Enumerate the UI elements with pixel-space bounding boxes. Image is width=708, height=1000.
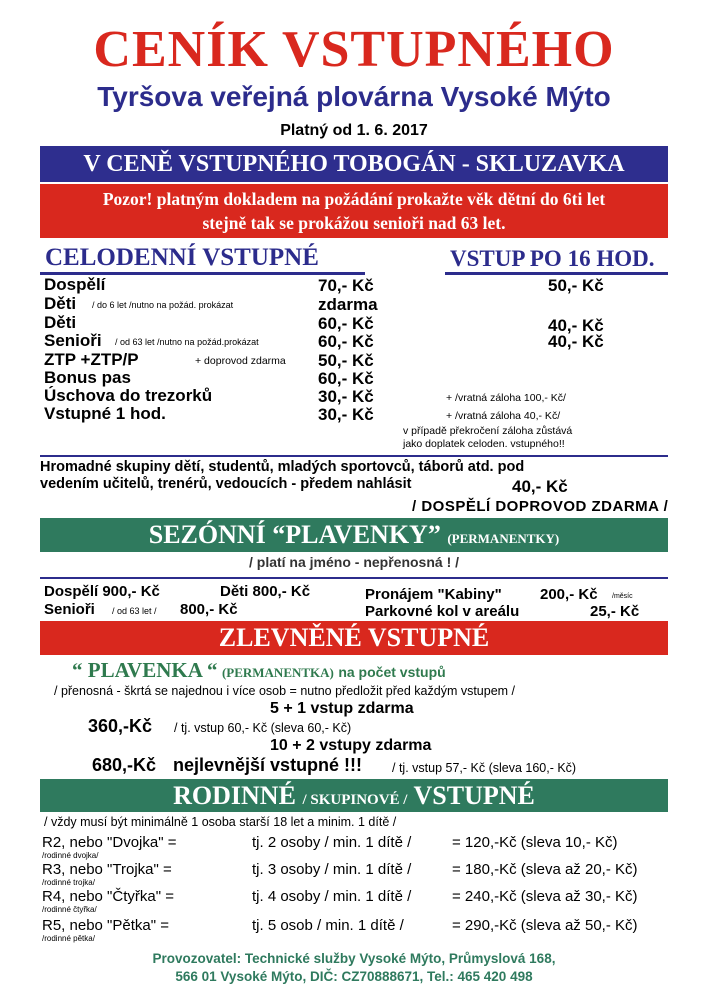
sezonni-title: SEZÓNNÍ “PLAVENKY” (148, 520, 441, 549)
plavenka-title: “ PLAVENKA “ (72, 658, 218, 682)
rodinne-title-c: VSTUPNÉ (413, 781, 535, 810)
price-value: 30,- Kč (318, 405, 374, 424)
family-row-sub: /rodinné čtyřka/ (42, 905, 97, 914)
rodinne-banner (40, 779, 668, 812)
header-underline-right (445, 272, 668, 275)
family-row-code: R2, nebo "Dvojka" = (42, 834, 177, 851)
groups-price: 40,- Kč (512, 477, 568, 496)
season-child: Děti 800,- Kč (220, 583, 311, 600)
price-row-label: Vstupné 1 hod. (44, 404, 166, 423)
header-po16: VSTUP PO 16 HOD. (450, 246, 655, 271)
warning-line-2: stejně tak se prokážou senioři nad 63 let. (202, 213, 506, 233)
section-divider (40, 455, 668, 457)
validity-date: Platný od 1. 6. 2017 (280, 122, 428, 139)
price-value: 70,- Kč (318, 276, 374, 295)
family-row-persons: tj. 3 osoby / min. 1 dítě / (252, 861, 412, 878)
price-row-label: Dospělí (44, 275, 106, 294)
footer-line-2: 566 01 Vysoké Mýto, DIČ: CZ70888671, Tel.: 465 420 498 (175, 969, 533, 984)
rodinne-note: / vždy musí být minimálně 1 osoba starší 18 let a minim. 1 dítě / (44, 815, 397, 829)
deposit-warning-1: v případě překročení záloha zůstává (403, 425, 573, 437)
price-value: zdarma (318, 295, 378, 314)
bikes-price: 25,- Kč (590, 603, 640, 620)
family-row-price: = 120,-Kč (sleva 10,- Kč) (452, 834, 618, 851)
rodinne-title-b: / SKUPINOVÉ / (302, 792, 408, 808)
page-title: CENÍK VSTUPNÉHO (93, 21, 615, 78)
family-row-persons: tj. 5 osob / min. 1 dítě / (252, 917, 404, 934)
season-adult: Dospělí 900,- Kč (44, 583, 160, 600)
plavenka-line (72, 658, 446, 683)
sezonni-perm: (PERMANENTKY) (447, 531, 560, 546)
price-value: 60,- Kč (318, 369, 374, 388)
deposit-note: + /vratná záloha 100,- Kč/ (446, 392, 566, 404)
family-row-code: R3, nebo "Trojka" = (42, 861, 172, 878)
offer2-price: 680,-Kč (92, 755, 157, 775)
family-row-price: = 240,-Kč (sleva až 30,- Kč) (452, 888, 638, 905)
price-row-label: Úschova do trezorků (44, 386, 213, 405)
bikes-label: Parkovné kol v areálu (365, 603, 520, 620)
header-celodenni: CELODENNÍ VSTUPNÉ (45, 244, 319, 271)
rodinne-title-a: RODINNÉ (173, 781, 296, 810)
cabin-label: Pronájem "Kabiny" (365, 586, 502, 603)
family-row-sub: /rodinné dvojka/ (42, 851, 99, 860)
sezonni-divider (40, 577, 668, 579)
groups-line-2: vedením učitelů, trenérů, vedoucích - předem nahlásit (40, 476, 412, 492)
deposit-note: + /vratná záloha 40,- Kč/ (446, 410, 561, 422)
price-row-note: / od 63 let /nutno na požád.prokázat (115, 337, 259, 347)
family-row-price: = 290,-Kč (sleva až 50,- Kč) (452, 917, 638, 934)
plavenka-note: / přenosná - škrtá se najednou i více osob = nutno předložit před každým vstupem / (54, 684, 516, 698)
family-row-sub: /rodinné trojka/ (42, 878, 95, 887)
price-row-label: Bonus pas (44, 368, 131, 387)
family-row-code: R4, nebo "Čtyřka" = (42, 888, 174, 905)
deposit-warning-2: jako doplatek celoden. vstupného!! (403, 438, 565, 450)
tobogan-banner: V CENĚ VSTUPNÉHO TOBOGÁN - SKLUZAVKA (40, 146, 668, 182)
offer1-price: 360,-Kč (88, 716, 153, 736)
groups-line-1: Hromadné skupiny dětí, studentů, mladých sportovců, táborů atd. pod (40, 459, 525, 475)
family-row-sub: /rodinné pětka/ (42, 934, 95, 943)
price16-value: 40,- Kč (548, 316, 604, 335)
price-row-label: Děti (44, 294, 77, 313)
sezonni-banner (40, 518, 668, 552)
price16-value: 40,- Kč (548, 332, 604, 351)
price-value: 60,- Kč (318, 332, 374, 351)
family-row-price: = 180,-Kč (sleva až 20,- Kč) (452, 861, 638, 878)
price-row-label: Senioři (44, 331, 102, 350)
plavenka-rest: na počet vstupů (338, 664, 446, 680)
price-row-label: ZTP +ZTP/P (44, 350, 139, 369)
price-row-note: / do 6 let /nutno na požád. prokázat (92, 300, 234, 310)
price16-value: 50,- Kč (548, 276, 604, 295)
zlevnene-banner: ZLEVNĚNÉ VSTUPNÉ (40, 621, 668, 655)
offer2-title: 10 + 2 vstupy zdarma (270, 737, 432, 754)
cabin-unit: /měsíc (612, 593, 633, 600)
season-senior-note: / od 63 let / (112, 606, 157, 616)
warning-banner (40, 184, 668, 238)
family-row-code: R5, nebo "Pětka" = (42, 917, 169, 934)
price-row-label: Děti (44, 313, 77, 332)
sezonni-note: / platí na jméno - nepřenosná ! / (248, 554, 460, 570)
offer2-tag: nejlevnější vstupné !!! (173, 755, 363, 775)
price-value: 50,- Kč (318, 351, 374, 370)
family-row-persons: tj. 4 osoby / min. 1 dítě / (252, 888, 412, 905)
footer-line-1: Provozovatel: Technické služby Vysoké Mýto, Průmyslová 168, (152, 951, 556, 966)
price-value: 60,- Kč (318, 314, 374, 333)
plavenka-perm: (PERMANENTKA) (221, 665, 334, 680)
family-row-persons: tj. 2 osoby / min. 1 dítě / (252, 834, 412, 851)
warning-line-1: Pozor! platným dokladem na požádání prokažte věk dětní do 6ti let (102, 189, 606, 209)
season-senior: Senioři (44, 601, 95, 618)
price-row-note: + doprovod zdarma (195, 355, 286, 367)
cabin-price: 200,- Kč (540, 586, 598, 603)
offer2-detail: / tj. vstup 57,- Kč (sleva 160,- Kč) (392, 761, 577, 775)
price-value: 30,- Kč (318, 387, 374, 406)
season-senior-price: 800,- Kč (180, 601, 238, 618)
page-subtitle: Tyršova veřejná plovárna Vysoké Mýto (97, 81, 611, 112)
groups-escort: / DOSPĚLÍ DOPROVOD ZDARMA / (412, 498, 669, 515)
offer1-detail: / tj. vstup 60,- Kč (sleva 60,- Kč) (174, 721, 352, 735)
offer1-title: 5 + 1 vstup zdarma (270, 700, 414, 717)
